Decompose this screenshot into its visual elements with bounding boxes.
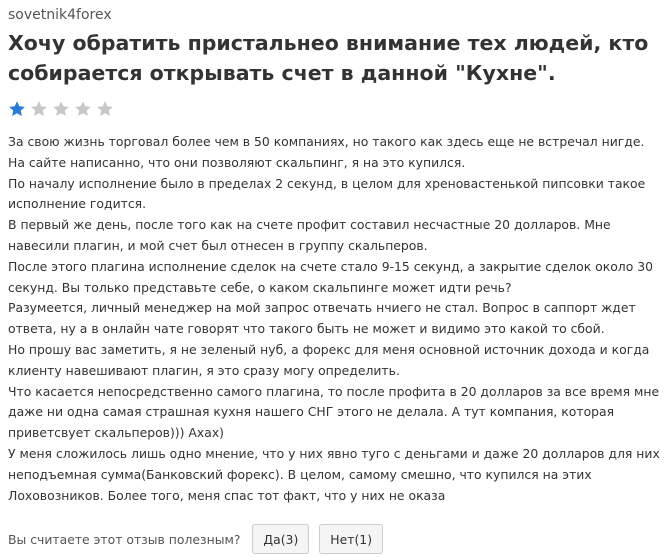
review-paragraph: У меня сложилось лишь одно мнение, что у них явно туго с деньгами и даже 20 долларов для них неподъемная сумма(Банковский форекс). В целом, самому смешно, что купился на этих Лоховозников. Более того, меня спас тот факт, что у них не оказа — [8, 445, 660, 503]
star-icon — [30, 100, 48, 118]
star-icon — [74, 100, 92, 118]
review-paragraph: На сайте написанно, что они позволяют скальпинг, я на это купился. — [8, 154, 466, 170]
helpful-feedback — [8, 523, 383, 555]
review-paragraph: За свою жизнь торговал более чем в 50 компаниях, но такого как здесь еще не встречал нигде. — [8, 134, 645, 149]
review-paragraph: Что касается непосредственно самого плагина, то после профита в 20 долларов за все время мне даже ни одна самая страшная кухня нашего СНГ этого не делала. А тут компания, которая приветсвует скальперов))) Ахах) — [8, 383, 660, 441]
review-card — [8, 4, 670, 506]
helpful-yes-button[interactable] — [252, 524, 309, 554]
review-title: Хочу обратить пристальнео внимание тех людей, кто собирается открывать счет в данной "Кухне". — [8, 31, 649, 85]
no-count: ( 1 ) — [354, 532, 372, 547]
helpful-question: Вы считаете этот отзыв полезным? — [8, 531, 241, 547]
yes-count: ( 3 ) — [281, 532, 299, 547]
review-paragraph: В первый же день, после того как на счете профит составил несчастные 20 долларов. Мне навесили плагин, и мой счет был отнесен в группу скальперов. — [8, 217, 611, 253]
star-icon — [8, 100, 26, 118]
star-rating — [8, 98, 670, 120]
review-paragraph: После этого плагина исполнение сделок на счете стало 9-15 секунд, а закрытие сделок около 30 секунд. Вы только представьте себе, о каком скальпинге может идти речь? — [8, 258, 654, 295]
review-paragraph: Разумеется, личный менеджер на мой запрос отвечать нчиего не стал. Вопрос в саппорт ждет ответа, ну а в онлайн чате говорят что такого быть не может и видимо это какой то сбой. — [8, 300, 636, 337]
yes-label: Да — [263, 531, 281, 547]
helpful-no-button[interactable] — [319, 524, 383, 554]
star-icon — [96, 100, 114, 118]
no-label: Нет — [330, 531, 355, 547]
review-paragraph: По началу исполнение было в пределах 2 секунд, в целом для хреновастенькой пипсовки такое исполнение годится. — [8, 175, 646, 212]
review-body — [8, 132, 670, 506]
review-paragraph: Но прошу вас заметить, я не зеленый нуб, а форекс для меня основной источник дохода и когда клиенту навешивают плагин, я это сразу могу определить. — [8, 341, 650, 378]
star-icon — [52, 100, 70, 118]
review-author: sovetnik4forex — [8, 7, 112, 23]
